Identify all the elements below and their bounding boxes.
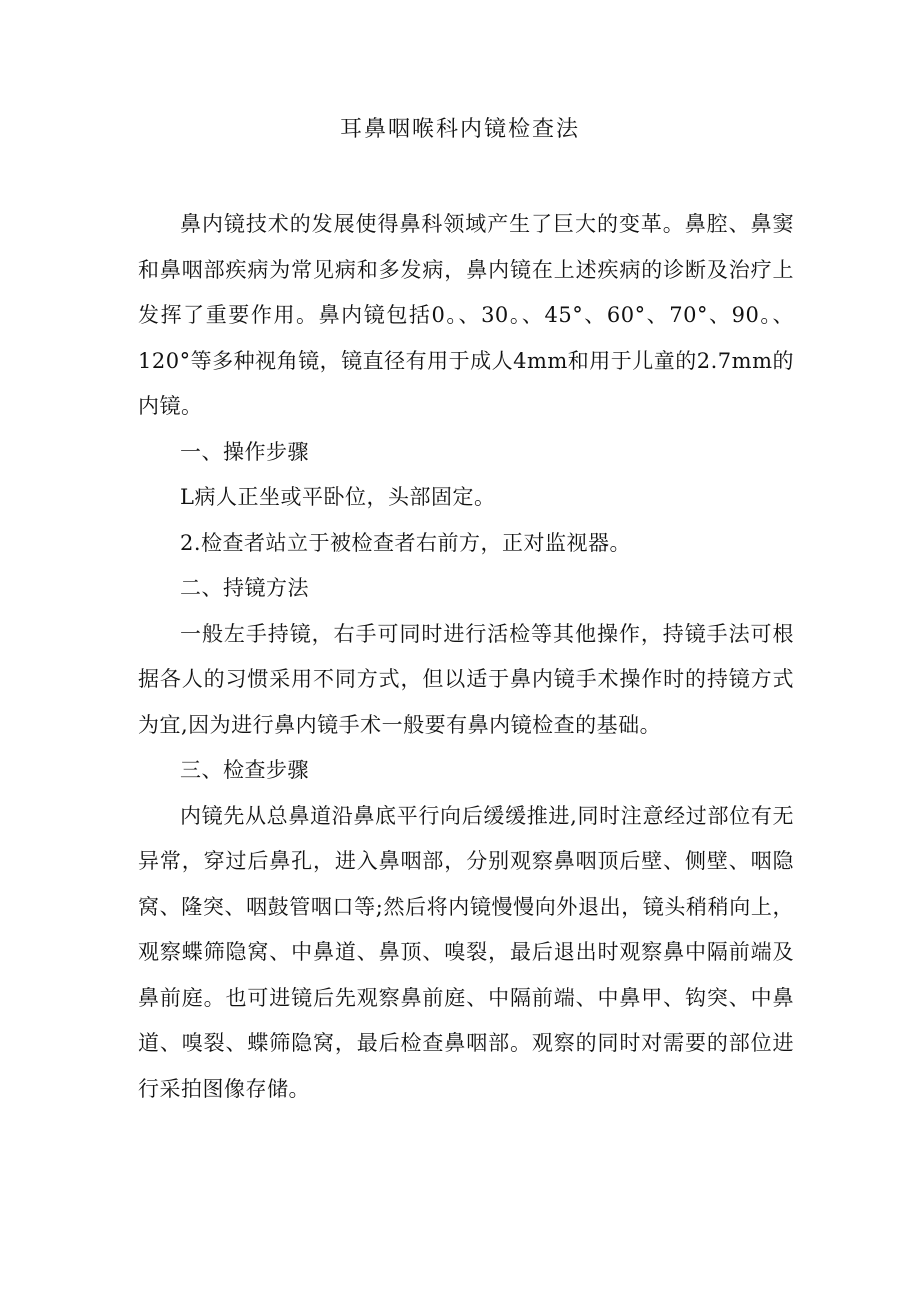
paragraph-examination-steps: 内镜先从总鼻道沿鼻底平行向后缓缓推进,同时注意经过部位有无异常，穿过后鼻孔，进入鼻咽部，分别观察鼻咽顶后壁、侧壁、咽隐窝、隆突、咽鼓管咽口等;然后将内镜慢慢向外退出，镜头稍稍向上，观察蝶筛隐窝、中鼻道、鼻顶、嗅裂，最后退出时观察鼻中隔前端及鼻前庭。也可进镜后先观察鼻前庭、中隔前端、中鼻甲、钩突、中鼻道、嗅裂、蝶筛隐窝，最后检查鼻咽部。观察的同时对需要的部位进行采拍图像存储。: [138, 803, 794, 1101]
document-body: [138, 202, 794, 1112]
step-2: 2.检查者站立于被检查者右前方，正对监视器。: [180, 530, 632, 555]
heading-holding-method: 二、持镜方法: [180, 576, 309, 600]
paragraph-holding-method: 一般左手持镜，右手可同时进行活检等其他操作，持镜手法可根据各人的习惯采用不同方式，但以适于鼻内镜手术操作时的持镜方式为宜,因为进行鼻内镜手术一般要有鼻内镜检查的基础。: [138, 621, 794, 737]
heading-examination-steps: 三、检查步骤: [180, 758, 309, 782]
step-1: L病人正坐或平卧位，头部固定。: [180, 485, 496, 509]
heading-operation-steps: 一、操作步骤: [180, 439, 309, 464]
document-title: 耳鼻咽喉科内镜检查法: [339, 117, 580, 142]
paragraph-intro: 鼻内镜技术的发展使得鼻科领域产生了巨大的变革。鼻腔、鼻窦和鼻咽部疾病为常见病和多发病，鼻内镜在上述疾病的诊断及治疗上发挥了重要作用。鼻内镜包括0。、30。、45°、60°、70°、90。、120°等多种视角镜，镜直径有用于成人4mm和用于儿童的2.7mm的内镜。: [138, 212, 794, 418]
